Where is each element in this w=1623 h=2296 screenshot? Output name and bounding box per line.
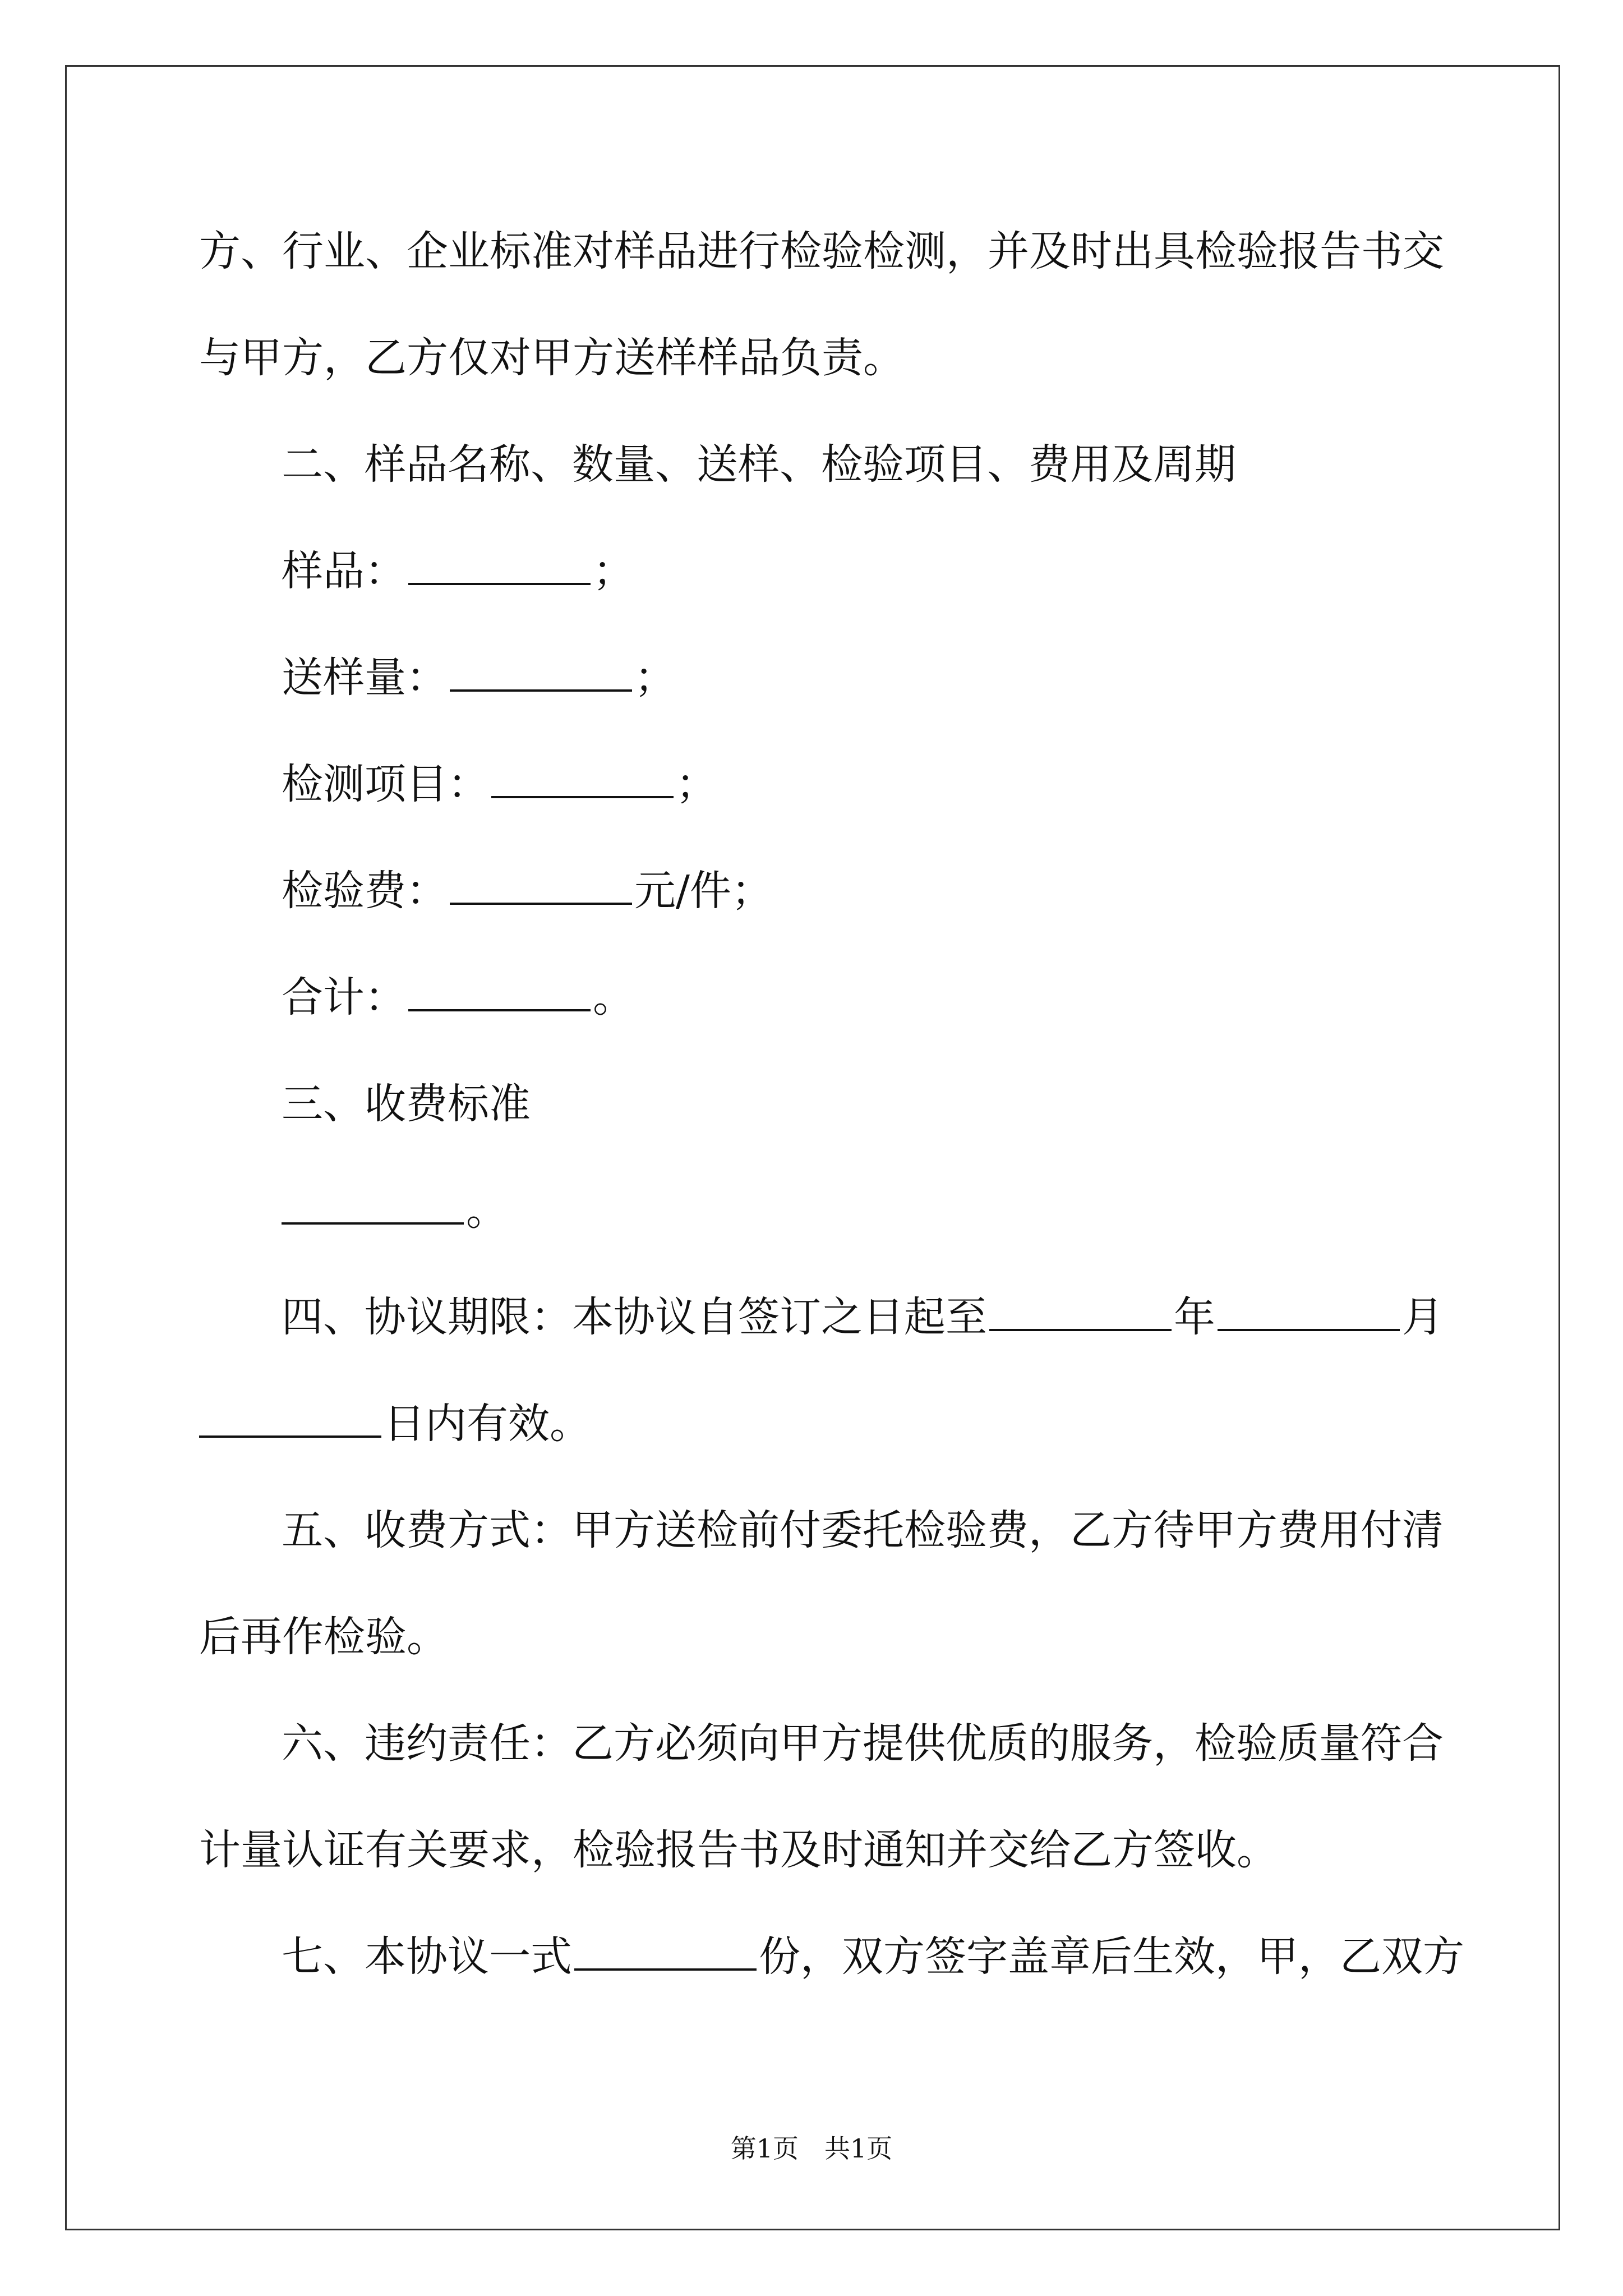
total-line xyxy=(282,970,634,1024)
fee-standard-blank xyxy=(282,1188,464,1225)
quantity-blank xyxy=(450,655,632,692)
page-border xyxy=(65,65,1560,2230)
section-5-line-2: 后再作检验。 xyxy=(199,1613,448,1661)
term-label: 四、协议期限：本协议自签订之日起至 xyxy=(282,1293,987,1341)
sample-end: ； xyxy=(593,547,634,595)
fee-line xyxy=(282,864,773,918)
year-blank xyxy=(989,1294,1172,1331)
test-items-end: ； xyxy=(676,760,717,808)
fee-standard-line xyxy=(282,1184,508,1237)
test-items-label: 检测项目： xyxy=(282,760,489,808)
test-items-blank xyxy=(491,761,674,798)
fee-label: 检验费： xyxy=(282,867,448,915)
quantity-line xyxy=(282,651,676,705)
section-6-line-1: 六、违约责任：乙方必须向甲方提供优质的服务，检验质量符合 xyxy=(282,1719,1444,1768)
month-unit: 月 xyxy=(1402,1293,1444,1341)
section-5-line-1: 五、收费方式：甲方送检前付委托检验费，乙方待甲方费用付清 xyxy=(282,1506,1444,1554)
fee-blank xyxy=(450,868,632,905)
paragraph-1-line-2: 与甲方，乙方仅对甲方送样样品负责。 xyxy=(199,334,905,382)
day-blank xyxy=(199,1401,381,1438)
total-label: 合计： xyxy=(282,973,406,1022)
section-3-heading: 三、收费标准 xyxy=(282,1080,531,1128)
quantity-end: ； xyxy=(634,654,676,702)
sample-blank xyxy=(408,548,591,585)
copies-blank xyxy=(574,1934,757,1971)
quantity-label: 送样量： xyxy=(282,654,448,702)
section-7-line-1 xyxy=(282,1930,1464,1984)
term-end: 日内有效。 xyxy=(384,1400,591,1448)
total-blank xyxy=(408,974,591,1011)
copies-text: 份，双方签字盖章后生效，甲，乙双方 xyxy=(759,1932,1464,1981)
section-4-line-2 xyxy=(199,1397,591,1451)
page-number-footer: 第1页 共1页 xyxy=(730,2133,893,2164)
month-blank xyxy=(1218,1294,1400,1331)
year-unit: 年 xyxy=(1174,1293,1215,1341)
sample-line xyxy=(282,544,634,598)
paragraph-1-line-1: 方、行业、企业标准对样品进行检验检测，并及时出具检验报告书交 xyxy=(199,227,1444,275)
total-end: 。 xyxy=(593,973,634,1022)
section-4-line-1 xyxy=(282,1290,1444,1344)
fee-standard-end: 。 xyxy=(466,1186,508,1235)
test-items-line xyxy=(282,757,717,811)
sample-label: 样品： xyxy=(282,547,406,595)
section-6-line-2: 计量认证有关要求，检验报告书及时通知并交给乙方签收。 xyxy=(199,1826,1278,1874)
copies-label: 七、本协议一式 xyxy=(282,1932,572,1981)
fee-end: 元/件； xyxy=(634,867,773,915)
section-2-heading: 二、样品名称、数量、送样、检验项目、费用及周期 xyxy=(282,440,1236,489)
